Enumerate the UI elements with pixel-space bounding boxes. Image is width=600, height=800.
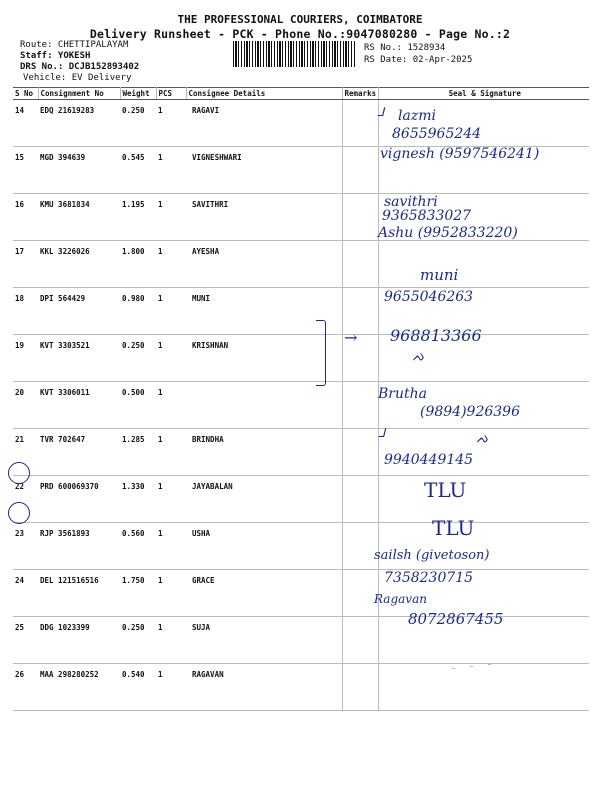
table-row bbox=[13, 335, 589, 382]
cell-weight: 0.560 bbox=[120, 523, 156, 570]
cell-sno: 17 bbox=[13, 241, 38, 288]
handwriting-r23: TLU bbox=[424, 478, 467, 502]
cell-remarks bbox=[342, 382, 378, 429]
cell-sno: 15 bbox=[13, 147, 38, 194]
cell-sno: 23 bbox=[13, 523, 38, 570]
cell-sno: 25 bbox=[13, 617, 38, 664]
runsheet-title: Delivery Runsheet - PCK - Phone No.:9047080280 - Page No.:2 bbox=[89, 27, 511, 41]
cell-pcs: 1 bbox=[156, 147, 186, 194]
col-consignment: Consignment No bbox=[38, 88, 120, 100]
cell-consignment: RJP 3561893 bbox=[38, 523, 120, 570]
barcode bbox=[233, 41, 355, 67]
cell-pcs: 1 bbox=[156, 288, 186, 335]
cell-consignee: SUJA bbox=[186, 617, 342, 664]
cell-consignee: MUNI bbox=[186, 288, 342, 335]
cell-pcs: 1 bbox=[156, 241, 186, 288]
cell-remarks bbox=[342, 570, 378, 617]
cell-sno: 16 bbox=[13, 194, 38, 241]
cell-consignee: JAYABALAN bbox=[186, 476, 342, 523]
scribble-signature: ᨄ bbox=[476, 432, 489, 447]
cell-signature bbox=[378, 664, 589, 711]
cell-remarks bbox=[342, 523, 378, 570]
handwriting-r21-phone: (9894)926396 bbox=[420, 404, 520, 420]
cell-consignment: DDG 1023399 bbox=[38, 617, 120, 664]
table-row bbox=[13, 429, 589, 476]
table-row bbox=[13, 664, 589, 711]
cell-pcs: 1 bbox=[156, 476, 186, 523]
rs-number: RS No.: 1528934 bbox=[364, 43, 446, 53]
cell-consignee: KRISHNAN bbox=[186, 335, 342, 382]
cell-remarks bbox=[342, 100, 378, 147]
table-header-row bbox=[13, 88, 589, 100]
handwriting-r18-name: muni bbox=[420, 266, 459, 284]
staff-label: Staff: YOKESH bbox=[20, 51, 91, 61]
cell-pcs: 1 bbox=[156, 100, 186, 147]
col-signature: Seal & Signature bbox=[378, 88, 589, 100]
cell-pcs: 1 bbox=[156, 570, 186, 617]
cell-consignment: TVR 702647 bbox=[38, 429, 120, 476]
table-row bbox=[13, 241, 589, 288]
scan-speck bbox=[470, 666, 473, 667]
cell-pcs: 1 bbox=[156, 523, 186, 570]
cell-consignee: AYESHA bbox=[186, 241, 342, 288]
cell-sno: 26 bbox=[13, 664, 38, 711]
cell-weight: 0.500 bbox=[120, 382, 156, 429]
cell-consignment: KKL 3226026 bbox=[38, 241, 120, 288]
cell-sno: 24 bbox=[13, 570, 38, 617]
drs-label: DRS No.: DCJB152893402 bbox=[20, 62, 140, 72]
rs-date: RS Date: 02-Apr-2025 bbox=[364, 55, 473, 65]
cell-consignee: RAGAVI bbox=[186, 100, 342, 147]
cell-remarks bbox=[342, 664, 378, 711]
cell-pcs: 1 bbox=[156, 335, 186, 382]
table-row bbox=[13, 288, 589, 335]
cell-weight: 0.250 bbox=[120, 335, 156, 382]
cell-sno: 22 bbox=[13, 476, 38, 523]
cell-weight: 0.540 bbox=[120, 664, 156, 711]
cell-pcs: 1 bbox=[156, 382, 186, 429]
handwriting-r26-phone: 8072867455 bbox=[408, 610, 504, 628]
cell-consignment: EDQ 21619283 bbox=[38, 100, 120, 147]
scan-speck bbox=[452, 668, 455, 669]
handwriting-r14-name: lazmi bbox=[398, 108, 436, 124]
cell-signature bbox=[378, 476, 589, 523]
handwriting-r24: TLU bbox=[432, 516, 475, 540]
col-remarks: Remarks bbox=[342, 88, 378, 100]
cell-remarks bbox=[342, 194, 378, 241]
cell-consignment: DEL 121516516 bbox=[38, 570, 120, 617]
cell-consignment: MAA 298280252 bbox=[38, 664, 120, 711]
arrow-mark: → bbox=[344, 328, 358, 347]
col-weight: Weight bbox=[120, 88, 156, 100]
handwriting-r16-name: savithri bbox=[384, 194, 438, 210]
cell-consignee: GRACE bbox=[186, 570, 342, 617]
signature-mark: ᒧ bbox=[378, 426, 386, 440]
cell-sno: 18 bbox=[13, 288, 38, 335]
cell-consignee: BRINDHA bbox=[186, 429, 342, 476]
cell-weight: 1.285 bbox=[120, 429, 156, 476]
route-label: Route: CHETTIPALAYAM bbox=[20, 40, 129, 50]
cell-consignee: VIGNESHWARI bbox=[186, 147, 342, 194]
cell-weight: 1.195 bbox=[120, 194, 156, 241]
cell-signature bbox=[378, 241, 589, 288]
cell-sno: 19 bbox=[13, 335, 38, 382]
handwriting-r14-phone: 8655965244 bbox=[392, 126, 482, 142]
cell-consignment: KVT 3306011 bbox=[38, 382, 120, 429]
table-row bbox=[13, 476, 589, 523]
cell-consignee: USHA bbox=[186, 523, 342, 570]
cell-consignment: PRD 600069370 bbox=[38, 476, 120, 523]
handwriting-r25-name: sailsh (givetoson) bbox=[374, 548, 490, 563]
handwriting-r19-20-phone: 968813366 bbox=[390, 326, 482, 345]
cell-consignee bbox=[186, 382, 342, 429]
cell-consignment: MGD 394639 bbox=[38, 147, 120, 194]
cell-pcs: 1 bbox=[156, 194, 186, 241]
cell-pcs: 1 bbox=[156, 664, 186, 711]
handwriting-r17: Ashu (9952833220) bbox=[378, 225, 518, 241]
company-title: THE PROFESSIONAL COURIERS, COIMBATORE bbox=[177, 13, 423, 26]
cell-consignee: SAVITHRI bbox=[186, 194, 342, 241]
handwriting-r18-phone: 9655046263 bbox=[384, 289, 474, 305]
cell-consignment: KVT 3303521 bbox=[38, 335, 120, 382]
cell-remarks bbox=[342, 429, 378, 476]
cell-weight: 0.980 bbox=[120, 288, 156, 335]
scribble-signature: ᨄ bbox=[412, 350, 425, 365]
handwriting-r16-phone: 9365833027 bbox=[382, 208, 472, 224]
col-consignee: Consignee Details bbox=[186, 88, 342, 100]
signature-mark: ᒧ bbox=[377, 105, 385, 119]
cell-weight: 1.800 bbox=[120, 241, 156, 288]
handwriting-r22-phone: 9940449145 bbox=[384, 452, 474, 468]
cell-weight: 0.250 bbox=[120, 617, 156, 664]
circle-mark-24 bbox=[8, 502, 30, 524]
cell-remarks bbox=[342, 147, 378, 194]
cell-weight: 0.250 bbox=[120, 100, 156, 147]
handwriting-r15: vignesh (9597546241) bbox=[380, 146, 540, 162]
table-row bbox=[13, 523, 589, 570]
col-sno: S No bbox=[13, 88, 38, 100]
cell-consignment: KMU 3681834 bbox=[38, 194, 120, 241]
handwriting-r25-phone: 7358230715 bbox=[384, 570, 474, 586]
cell-weight: 0.545 bbox=[120, 147, 156, 194]
cell-sno: 14 bbox=[13, 100, 38, 147]
col-pcs: PCS bbox=[156, 88, 186, 100]
table-row bbox=[13, 100, 589, 147]
cell-pcs: 1 bbox=[156, 429, 186, 476]
cell-weight: 1.750 bbox=[120, 570, 156, 617]
cell-remarks bbox=[342, 476, 378, 523]
handwriting-r26-name: Ragavan bbox=[374, 592, 427, 606]
cell-sno: 21 bbox=[13, 429, 38, 476]
circle-mark-23 bbox=[8, 462, 30, 484]
bracket-mark bbox=[316, 320, 326, 386]
cell-pcs: 1 bbox=[156, 617, 186, 664]
cell-sno: 20 bbox=[13, 382, 38, 429]
scan-speck bbox=[488, 664, 491, 665]
cell-remarks bbox=[342, 241, 378, 288]
handwriting-r21-name: Brutha bbox=[378, 386, 427, 402]
cell-consignee: RAGAVAN bbox=[186, 664, 342, 711]
vehicle-label: Vehicle: EV Delivery bbox=[23, 73, 132, 83]
cell-consignment: DPI 564429 bbox=[38, 288, 120, 335]
cell-weight: 1.330 bbox=[120, 476, 156, 523]
cell-remarks bbox=[342, 617, 378, 664]
